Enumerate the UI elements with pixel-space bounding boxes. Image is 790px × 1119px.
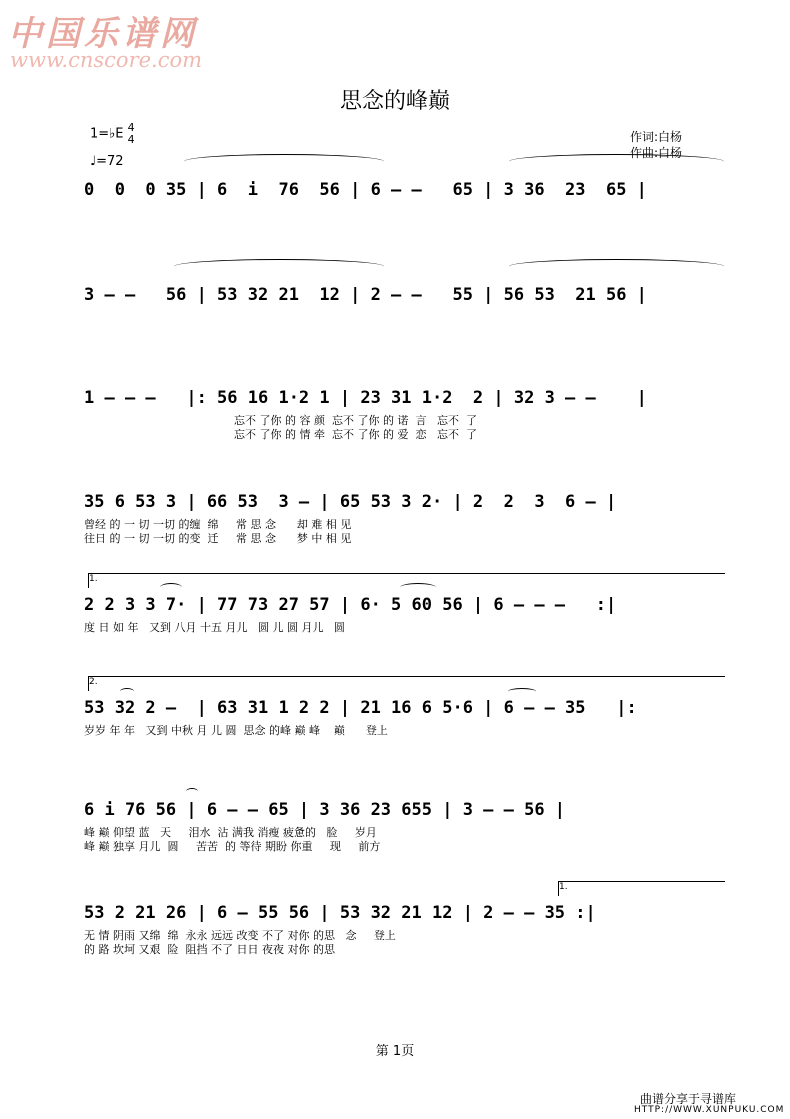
volta-bracket-3: 1. bbox=[558, 881, 725, 896]
key-signature bbox=[90, 122, 135, 146]
notes-line: 6 i 76 56 | 6 — — 65 | 3 36 23 655 | 3 — — 56 | bbox=[84, 800, 566, 820]
notes-line: 35 6 53 3 | 66 53 3 — | 65 53 3 2· | 2 2 3 6 — | bbox=[84, 492, 617, 512]
lyric-verse-1: 曾经 的 一 切 一切 的缠 绵 常 思 念 却 难 相 见 bbox=[84, 518, 352, 531]
notes-line: 53 32 2 — | 63 31 1 2 2 | 21 16 6 5·6 | 6 — — 35 |: bbox=[84, 698, 637, 718]
slur bbox=[160, 583, 182, 592]
slur bbox=[184, 154, 384, 169]
lyricist-credit: 作词:白杨 bbox=[630, 130, 683, 144]
volta-bracket-1: 1. bbox=[88, 573, 725, 588]
time-signature bbox=[128, 122, 135, 146]
footer-url: HTTP://WWW.XUNPUKU.COM bbox=[634, 1105, 785, 1115]
lyric-verse-2: 的 路 坎坷 又艰 险 阻挡 不了 日日 夜夜 对你 的思 bbox=[84, 943, 335, 956]
score-row-2 bbox=[84, 285, 726, 395]
score-row-8 bbox=[84, 882, 726, 1013]
page-number: 第 1页 bbox=[375, 1044, 415, 1059]
notes-line: 53 2 21 26 | 6 — 55 56 | 53 32 21 12 | 2 — — 35 :| bbox=[84, 903, 596, 923]
slur bbox=[186, 788, 198, 795]
slur bbox=[508, 688, 536, 695]
notes-line: 3 — — 56 | 53 32 21 12 | 2 — — 55 | 56 53 21 56 | bbox=[84, 285, 647, 305]
tempo-mark: ♩=72 bbox=[90, 154, 124, 169]
watermark-url: www.cnscore.com bbox=[10, 48, 203, 72]
key-label: 1=♭E bbox=[90, 126, 124, 142]
slur bbox=[509, 154, 724, 169]
slur bbox=[174, 259, 384, 274]
lyric-verse-1: 岁岁 年 年 又到 中秋 月 儿 圆 思念 的峰 巅 峰 巅 登上 bbox=[84, 724, 388, 737]
lyric-verse-1: 峰 巅 仰望 蓝 天 泪水 沾 满我 消瘦 疲惫的 脸 岁月 bbox=[84, 826, 377, 839]
lyric-verse-2: 峰 巅 独享 月儿 圆 苦苦 的 等待 期盼 你重 现 前方 bbox=[84, 840, 381, 853]
footer-source: 曲谱分享于寻谱库 bbox=[640, 1092, 737, 1106]
page-title: 思念的峰巅 bbox=[339, 89, 450, 114]
notes-line: 0 0 0 35 | 6 i 76 56 | 6 — — 65 | 3 36 23 65 | bbox=[84, 180, 647, 200]
lyric-verse-2: 忘不 了你 的 情 牵 忘不 了你 的 爱 恋 忘不 了 bbox=[234, 428, 477, 441]
slur bbox=[400, 583, 436, 592]
score-row-6 bbox=[84, 677, 726, 808]
slur bbox=[120, 688, 134, 695]
composer-credit: 作曲:白杨 bbox=[630, 146, 683, 160]
lyric-verse-2: 往日 的 一 切 一切 的变 迁 常 思 念 梦 中 相 见 bbox=[84, 532, 352, 545]
notes-line: 2 2 3 3 7· | 77 73 27 57 | 6· 5 60 56 | 6 — — — :| bbox=[84, 595, 617, 615]
meter-denominator: 4 bbox=[127, 133, 135, 146]
lyric-verse-1: 忘不 了你 的 容 颜 忘不 了你 的 诺 言 忘不 了 bbox=[234, 414, 477, 427]
score-row-3 bbox=[84, 388, 726, 498]
meter-numerator: 4 bbox=[127, 121, 135, 134]
notes-line: 1 — — — |: 56 16 1·2 1 | 23 31 1·2 2 | 32 3 — — | bbox=[84, 388, 647, 408]
volta-bracket-2: 2. bbox=[88, 676, 725, 691]
watermark-logo: 中国乐谱网 bbox=[8, 14, 198, 54]
lyric-verse-1: 度 日 如 年 又到 八月 十五 月儿 圆 儿 圆 月儿 圆 bbox=[84, 621, 345, 634]
slur bbox=[509, 259, 724, 274]
lyric-verse-1: 无 情 阴雨 又绵 绵 永永 远远 改变 不了 对你 的思 念 登上 bbox=[84, 929, 396, 942]
